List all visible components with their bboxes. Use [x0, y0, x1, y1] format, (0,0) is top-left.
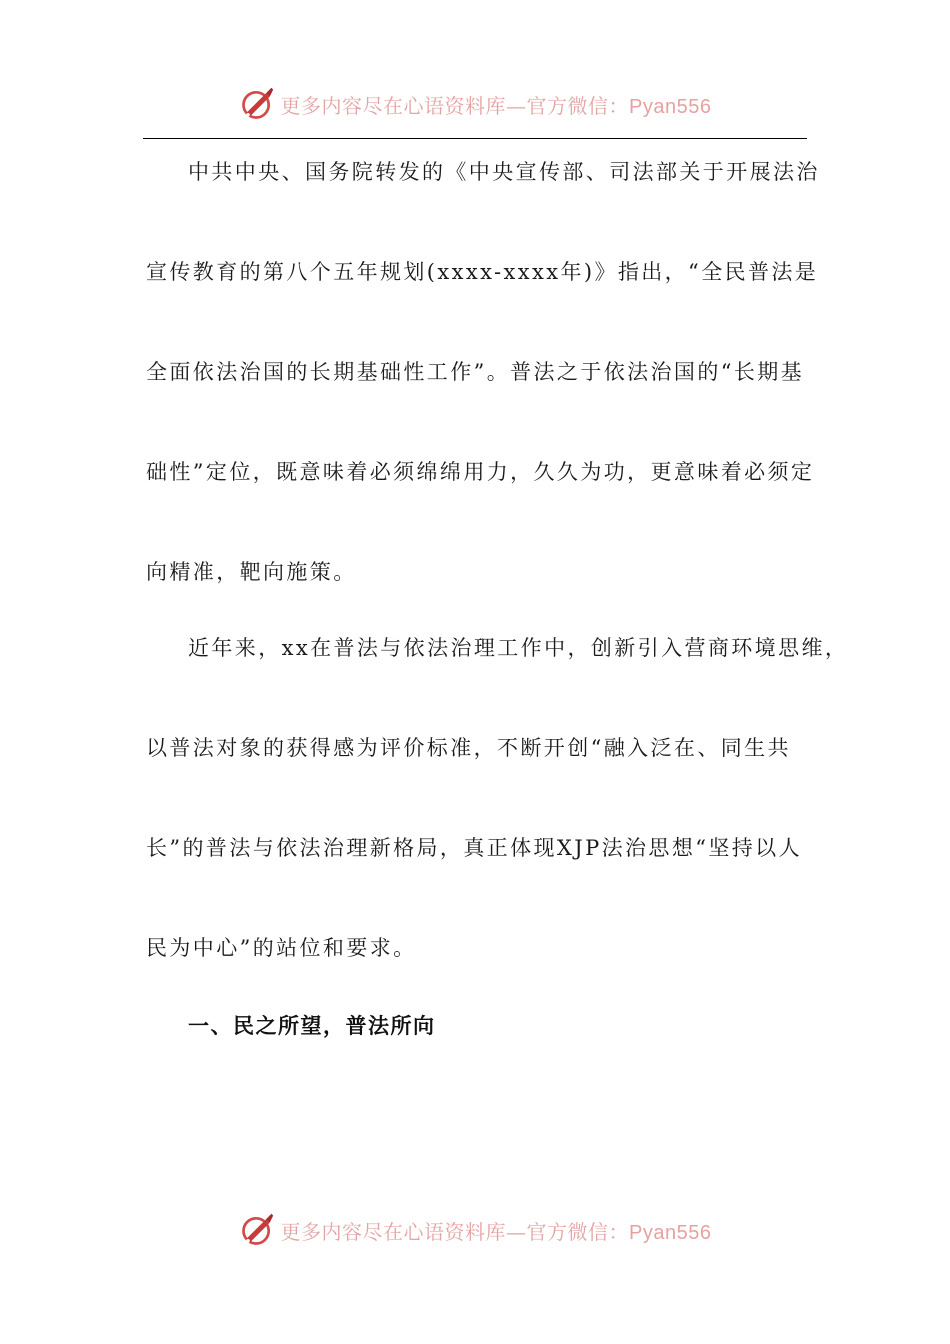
text-line: 民为中心”的站位和要求。	[146, 936, 417, 960]
wechat-id: Pyan556	[629, 95, 712, 118]
banner-text: 更多内容尽在心语资料库—官方微信：Pyan556	[280, 1219, 712, 1244]
text-line: 宣传教育的第八个五年规划(xxxx-xxxx年)》指出，“全民普法是	[146, 260, 819, 284]
header-banner	[0, 82, 950, 126]
text-line: 全面依法治国的长期基础性工作”。普法之于依法治国的“长期基	[146, 360, 805, 384]
text-line: 础性”定位，既意味着必须绵绵用力，久久为功，更意味着必须定	[146, 460, 815, 484]
wechat-id: Pyan556	[629, 1221, 712, 1244]
pen-circle-logo-icon	[239, 1212, 275, 1248]
section-heading: 一、民之所望，普法所向	[188, 1014, 436, 1038]
text-line: 长”的普法与依法治理新格局，真正体现XJP法治思想“坚持以人	[146, 836, 802, 860]
paragraph-1	[146, 122, 820, 622]
banner-text: 更多内容尽在心语资料库—官方微信：Pyan556	[280, 93, 712, 118]
text-line: 向精准，靶向施策。	[146, 560, 357, 584]
pen-circle-logo-icon	[239, 86, 275, 122]
text-line: 中共中央、国务院转发的《中央宣传部、司法部关于开展法治	[188, 160, 820, 184]
paragraph-2	[146, 598, 849, 998]
text-line: 以普法对象的获得感为评价标准，不断开创“融入泛在、同生共	[146, 736, 791, 760]
text-line: 近年来，xx在普法与依法治理工作中，创新引入营商环境思维，	[188, 636, 849, 660]
footer-banner	[0, 1208, 950, 1252]
